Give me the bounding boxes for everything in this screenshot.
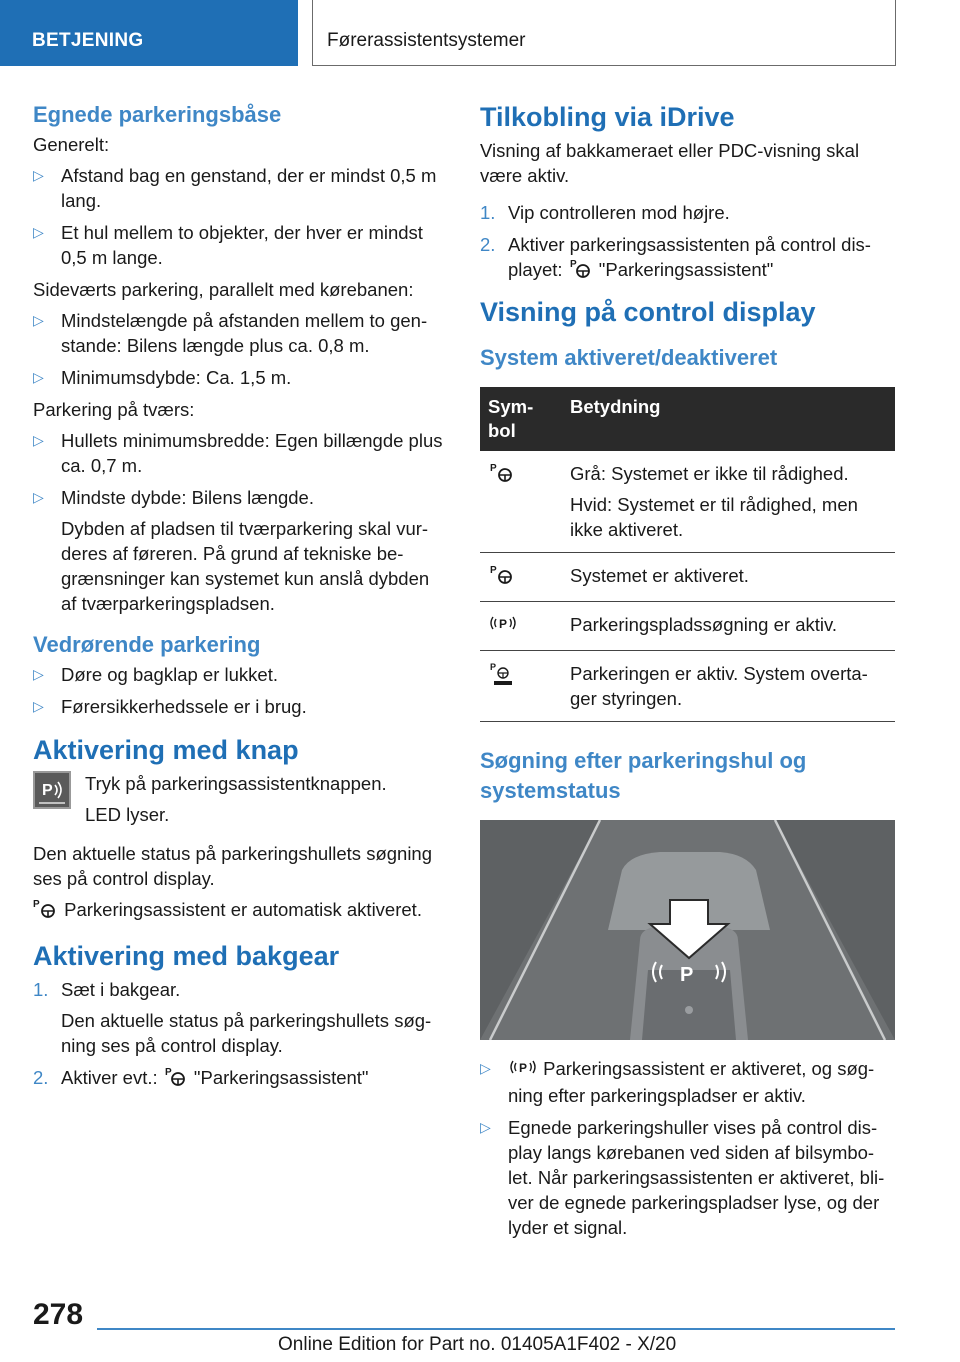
list-item: 1. Sæt i bakgear. Den aktuelle status på parkeringshullets søg-ning ses på control display. [33,979,432,1057]
list-item: ▷ Hullets minimumsbredde: Egen billængde plus ca. 0,7 m. [33,430,443,476]
heading-suitable-spaces: Egnede parkeringsbåse [33,102,282,127]
list-item: 2. Aktiver parkeringsassistenten på control dis-playet: P "Parkeringsassistent" [480,232,895,285]
list-item: ▷ Døre og bagklap er lukket. [33,664,278,685]
list-item: ▷ P Parkeringsassistent er aktiveret, og søg-ning efter parkeringspladser er aktiv. [480,1058,875,1107]
edition-text: Online Edition for Part no. 01405A1F402 - X/20 [278,1334,677,1355]
right-column [480,100,895,1247]
list-item: ▷ Minimumsdybde: Ca. 1,5 m. [33,367,292,388]
parking-search-icon [508,1057,538,1083]
footer-divider [97,1328,895,1330]
svg-text:P: P [499,617,508,632]
col-symbol: Sym-bol [480,387,562,451]
regarding-list [33,662,443,719]
heading-system-status: System aktiveret/deaktiveret [480,345,778,371]
list-item: ▷ Et hul mellem to objekter, der hver er mindst 0,5 m lange. [33,222,423,268]
triangle-bullet-icon: ▷ [33,369,44,385]
cross-list [33,428,443,616]
svg-text:P: P [490,662,497,673]
svg-text:P: P [519,1061,528,1076]
list-item: ▷ Mindstelængde på afstanden mellem to gen-stande: Bilens længde plus ca. 0,8 m. [33,310,428,356]
table-header-row [480,387,895,451]
list-item: ▷ Egnede parkeringshuller vises på control dis-play langs kørebanen ved siden af bilsymbo-let. Når parkeringsassistenten er aktiveret, bli-ver de egnede parkeringspladser lyse, og der lyder et signal. [480,1117,885,1239]
svg-text:P: P [490,565,497,577]
triangle-bullet-icon: ▷ [33,698,44,714]
svg-text:P: P [164,1067,172,1079]
svg-text:P: P [569,259,577,271]
search-list [480,1056,895,1240]
table-row: P Systemet er aktiveret. [480,553,895,602]
table-row: P Grå: Systemet er ikke til rådighed. Hvid: Systemet er til rådighed, men ikke aktiveret. [480,451,895,553]
auto-activated-line: P Parkeringsassistent er automatisk aktiveret. [33,897,443,925]
status-text: Den aktuelle status på parkeringshullets søgning ses på control display. [33,843,433,889]
heading-activation-reverse: Aktivering med bakgear [33,941,340,972]
parking-auto-icon [488,662,518,691]
heading-regarding-parking: Vedrørende parkering [33,632,261,657]
triangle-bullet-icon: ▷ [33,489,44,505]
heading-activation-button: Aktivering med knap [33,735,299,765]
parking-search-icon [488,617,518,638]
heading-control-display: Visning på control display [480,297,816,328]
parking-assist-icon [488,463,516,487]
triangle-bullet-icon: ▷ [480,1060,491,1077]
parking-assist-icon [33,897,59,925]
parking-assist-active-icon [488,565,516,589]
triangle-bullet-icon: ▷ [33,224,44,240]
page-header [0,0,960,66]
parallel-label: Sideværts parkering, parallelt med kørebanen: [33,279,414,300]
parking-search-illustration [480,820,895,1040]
symbol-table [480,387,895,722]
button-text-2: LED lyser. [85,804,170,825]
chapter-title: Førerassistentsystemer [312,0,896,66]
table-row: P Parkeringen er aktiv. System overta-ger styringen. [480,651,895,722]
parking-assist-icon [568,257,594,285]
section-tab: BETJENING [0,0,298,66]
parking-assist-icon [163,1065,189,1093]
triangle-bullet-icon: ▷ [480,1119,491,1136]
cross-label: Parkering på tværs: [33,399,195,420]
list-item: 1. Vip controlleren mod højre. [480,202,730,223]
parallel-list [33,308,443,390]
table-row: P Parkeringspladssøgning er aktiv. [480,602,895,651]
svg-text:P: P [680,964,694,987]
list-item: ▷ Førersikkerhedssele er i brug. [33,696,307,717]
svg-text:P: P [490,463,497,475]
button-instruction [33,771,443,831]
list-item: 2. Aktiver evt.: P "Parkeringsassistent" [33,1065,443,1093]
reverse-steps [33,977,443,1093]
triangle-bullet-icon: ▷ [33,666,44,682]
page-number: 278 [33,1298,84,1331]
triangle-bullet-icon: ▷ [33,432,44,448]
parking-assist-button-icon [33,771,71,809]
general-label: Generelt: [33,134,110,155]
svg-text:P: P [42,782,53,799]
left-column [33,100,443,1100]
general-list [33,163,443,270]
triangle-bullet-icon: ▷ [33,167,44,183]
idrive-steps [480,200,895,285]
button-text-1: Tryk på parkeringsassistentknappen. [85,773,387,794]
triangle-bullet-icon: ▷ [33,312,44,328]
list-item: ▷ Afstand bag en genstand, der er mindst 0,5 m lang. [33,165,437,211]
col-meaning: Betydning [562,387,895,451]
svg-text:P: P [33,899,40,911]
cross-note: Dybden af pladsen til tværparkering skal vur-deres af føreren. På grund af tekniske be-grænsninger kan systemet kun anslå dybden af tværparkeringspladsen. [61,518,430,614]
heading-idrive: Tilkobling via iDrive [480,102,735,132]
heading-search-status: Søgning efter parkeringshul og systemstatus [480,748,807,804]
idrive-text: Visning af bakkameraet eller PDC-visning skal være aktiv. [480,140,860,186]
list-item: ▷ Mindste dybde: Bilens længde. Dybden af pladsen til tværparkering skal vur-deres af føreren. På grund af tekniske be-grænsninger kan systemet kun anslå dybden af tværparkeringspladsen. [33,485,443,616]
